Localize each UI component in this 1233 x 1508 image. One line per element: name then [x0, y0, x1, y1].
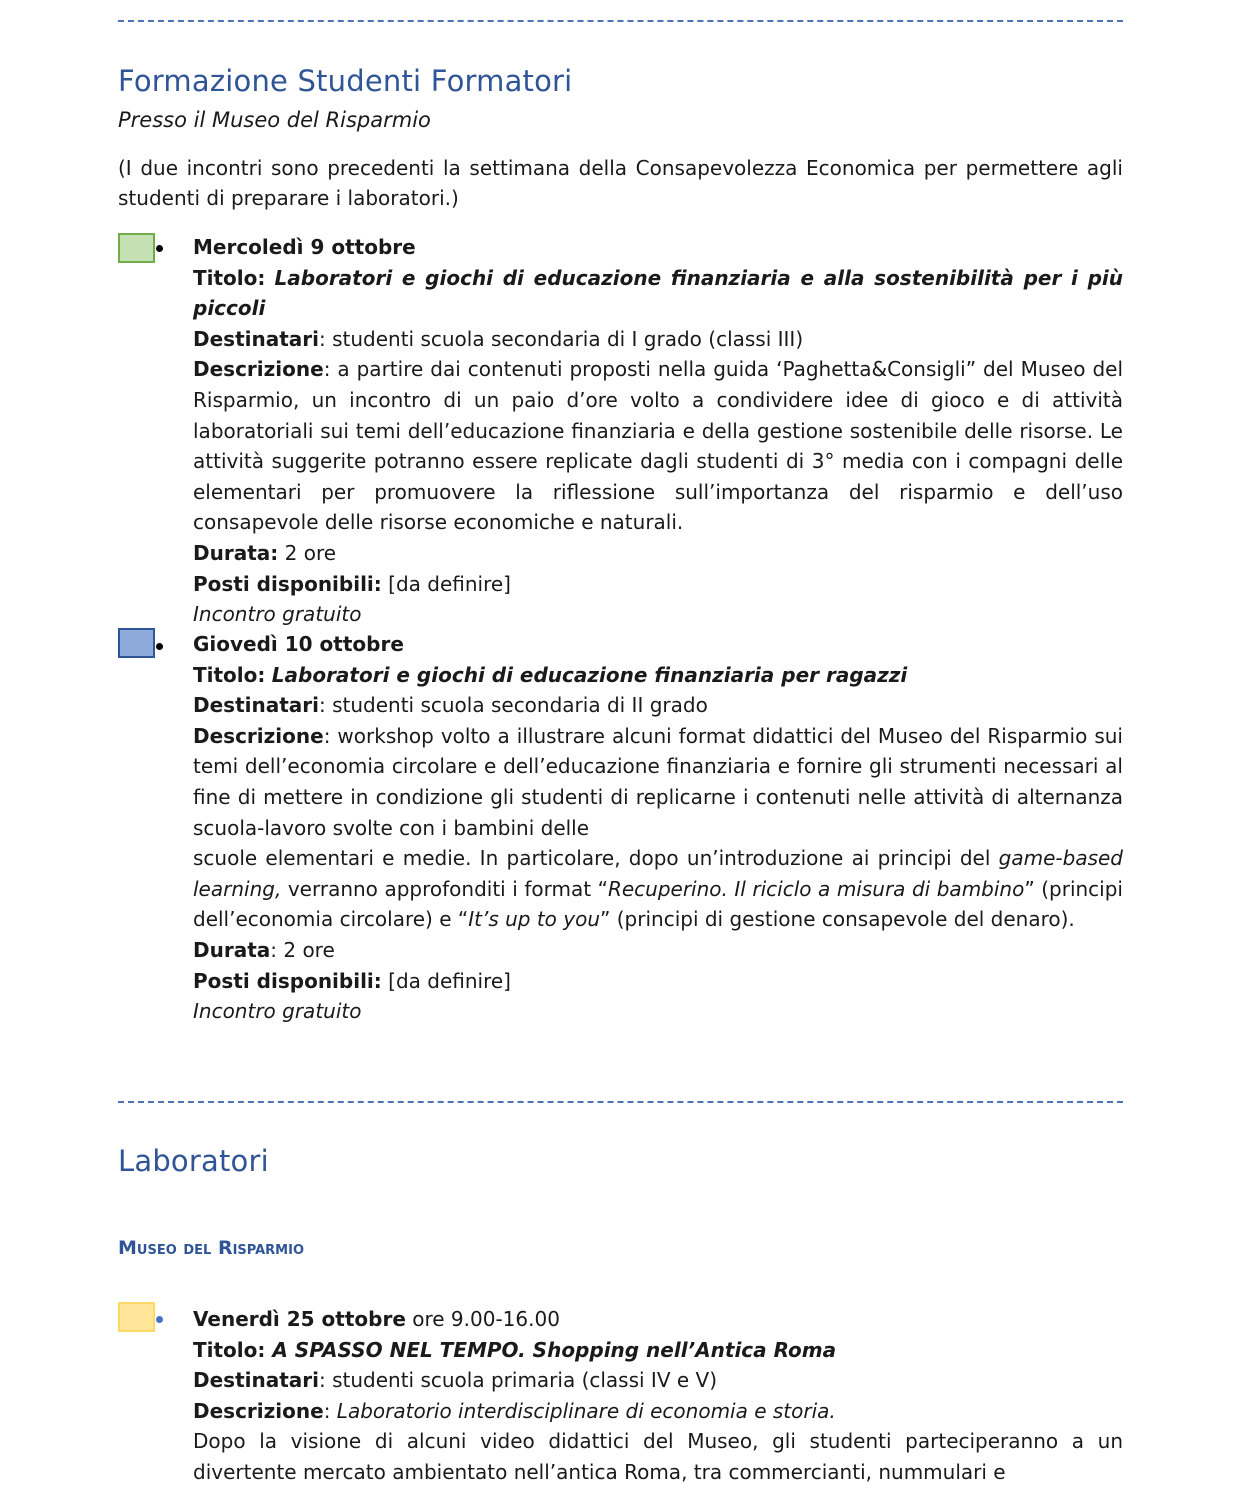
seats-label: Posti disponibili:	[193, 968, 382, 993]
event-title: Laboratori e giochi di educazione finanziaria e alla sostenibilità per i più piccoli	[193, 265, 1124, 321]
desc-text: scuole elementari e medie. In particolare, dopo un’introduzione ai principi del	[193, 846, 999, 871]
event-target: : studenti scuola secondaria di I grado (classi III)	[319, 326, 804, 351]
color-swatch-green	[118, 233, 155, 263]
desc-label: Descrizione	[193, 1398, 324, 1423]
bullet-icon	[156, 643, 163, 650]
event-seats: [da definire]	[381, 968, 511, 993]
target-label: Destinatari	[193, 693, 319, 718]
event-time: ore 9.00-16.00	[405, 1307, 560, 1331]
event-date: Venerdì 25 ottobre	[193, 1307, 406, 1331]
color-swatch-yellow	[118, 1302, 155, 1332]
event-target: : studenti scuola primaria (classi IV e V)	[319, 1368, 718, 1393]
desc-label: Descrizione	[193, 723, 324, 748]
color-swatch-blue	[118, 628, 155, 658]
event-title: A SPASSO NEL TEMPO. Shopping nell’Antica Roma	[265, 1337, 837, 1362]
title-label: Titolo:	[193, 265, 266, 290]
section-title: Laboratori	[118, 1144, 269, 1178]
intro-paragraph: (I due incontri sono precedenti la settimana della Consapevolezza Economica per permettere agli studenti di preparare i laboratori.)	[118, 156, 1123, 210]
bullet-icon	[156, 245, 163, 252]
event-target: : studenti scuola secondaria di II grado	[319, 693, 708, 718]
title-label: Titolo:	[193, 662, 266, 687]
event-date: Giovedì 10 ottobre	[193, 632, 404, 656]
event-date: Mercoledì 9 ottobre	[193, 235, 416, 259]
desc-text: ” (principi di gestione consapevole del denaro).	[600, 907, 1075, 932]
desc-label: Descrizione	[193, 357, 324, 382]
event-free-note: Incontro gratuito	[193, 602, 362, 627]
bullet-icon	[156, 1316, 163, 1323]
event-free-note: Incontro gratuito	[193, 999, 362, 1024]
event-entry	[193, 1304, 1123, 1488]
section-subtitle: Presso il Museo del Risparmio	[118, 108, 431, 132]
duration-label: Durata:	[193, 540, 279, 565]
desc-italic: Laboratorio interdisciplinare di economia e storia.	[336, 1398, 836, 1423]
desc-italic: It’s up to you	[468, 907, 601, 932]
desc-italic: Recuperino. Il riciclo a misura di bambino	[607, 876, 1025, 901]
duration-label: Durata	[193, 937, 271, 962]
event-description: Dopo la visione di alcuni video didattici del Museo, gli studenti parteciperanno a un divertente mercato ambientato nell’antica Roma, tra commercianti, nummulari e	[193, 1429, 1123, 1484]
event-seats: [da definire]	[381, 571, 511, 596]
event-title: Laboratori e giochi di educazione finanziaria per ragazzi	[271, 662, 908, 687]
desc-text: verranno approfonditi i format “	[281, 876, 608, 901]
title-label: Titolo:	[193, 1337, 266, 1362]
event-description: : a partire dai contenuti proposti nella guida ‘Paghetta&Consigli” del Museo del Risparmio, un incontro di un paio d’ore volto a condividere idee di gioco e di attività laboratoriali sui temi dell’educazione finanziaria e della gestione sostenibile delle risorse. Le attività suggerite potranno essere replicate dagli studenti di 3° media con i compagni delle elementari per promuovere la riflessione sull’importanza del risparmio e dell’uso consapevole delle risorse economiche e naturali.	[193, 357, 1123, 535]
event-description: : workshop volto a illustrare alcuni format didattici del Museo del Risparmio sui temi dell’economia circolare e dell’educazione finanziaria e fornire gli strumenti necessari al fine di mettere in condizione gli studenti di replicarne i contenuti nelle attività di alternanza scuola-lavoro svolte con i bambini delle	[193, 723, 1123, 840]
desc-colon: :	[323, 1398, 337, 1423]
event-duration: 2 ore	[278, 540, 337, 565]
target-label: Destinatari	[193, 326, 319, 351]
dashed-divider	[118, 1101, 1123, 1103]
target-label: Destinatari	[193, 1368, 319, 1393]
event-duration: : 2 ore	[270, 937, 335, 962]
dashed-divider	[118, 20, 1123, 22]
desc-italic: game-based learning,	[193, 846, 1123, 901]
section-title: Formazione Studenti Formatori	[118, 64, 573, 98]
desc-text: ” (principi dell’economia circolare) e “	[193, 876, 1123, 932]
seats-label: Posti disponibili:	[193, 571, 382, 596]
event-entry	[193, 232, 1123, 630]
venue-heading: Museo del Risparmio	[118, 1237, 305, 1259]
event-entry	[193, 629, 1123, 1027]
